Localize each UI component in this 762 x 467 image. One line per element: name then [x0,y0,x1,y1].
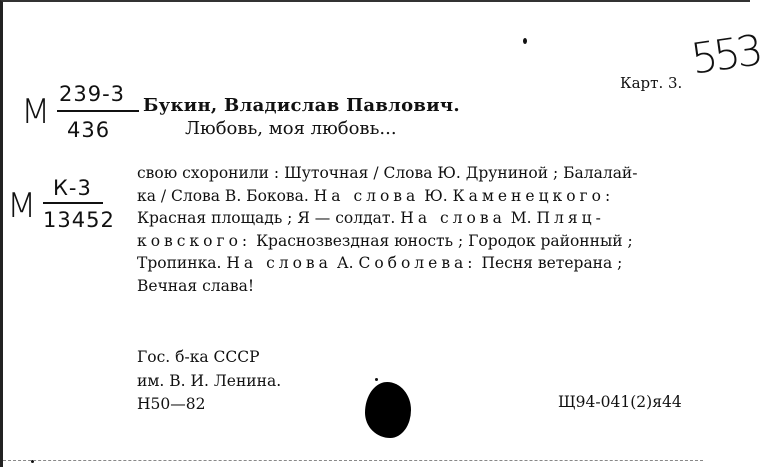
contents-note [137,162,692,297]
shelfmark-1-letter: М [21,92,49,132]
shelfmark-1-divider [57,110,139,112]
contents-line-5d: Соболева: [358,254,477,272]
contents-line-1: свою схоронили : Шуточная / Слова Ю. Друниной ; Балалай- [137,164,638,182]
contents-line-3 [137,207,692,230]
imprint-line-1: Гос. б-ка СССР [137,348,260,366]
contents-line-3d: Пляц- [536,209,605,227]
imprint-block [137,346,281,417]
contents-line-3b: На слова [400,209,506,227]
contents-line-5b: На слова [226,254,332,272]
contents-line-2a: ка / Слова В. Бокова. [137,186,309,205]
contents-line-4 [137,230,692,253]
contents-line-3a: Красная площадь ; Я — солдат. [137,209,396,227]
imprint-line-2: им. В. И. Ленина. [137,371,282,390]
card-bottom-edge [3,460,703,461]
punch-hole [365,382,411,438]
contents-line-2 [137,185,692,208]
contents-line-5a: Тропинка. [137,254,222,272]
contents-line-4b: Краснозвездная юность ; Городок районный ; [256,231,633,250]
author-heading: Букин, Владислав Павлович. [143,95,460,116]
shelfmark-2 [7,174,136,254]
work-title: Любовь, моя любовь... [185,118,397,139]
contents-line-6: Вечная слава! [137,276,255,295]
contents-line-5 [137,252,692,275]
inventory-stamp-number: 553 [687,25,762,84]
shelfmark-1-bottom: 436 [67,118,111,142]
ink-speck [375,378,378,381]
shelfmark-2-letter: М [7,186,35,226]
contents-line-4a: ковского: [137,231,252,250]
shelfmark-2-bottom: 13452 [43,208,115,232]
imprint-line-3: Н50—82 [137,395,206,413]
shelfmark-1 [21,80,136,160]
classification-code: Щ94-041(2)я44 [558,393,682,411]
shelfmark-1-top: 239-3 [59,82,126,106]
contents-line-2c: Ю. [424,186,448,205]
shelfmark-2-divider [43,202,103,204]
contents-line-5c: А. [336,254,354,272]
card-number: Карт. 3. [620,74,683,92]
shelfmark-2-top: К-3 [53,176,92,200]
contents-line-3c: М. [510,209,532,227]
contents-line-2b: На слова [313,186,420,205]
contents-line-5e: Песня ветерана ; [481,254,623,272]
ink-speck [523,38,527,44]
contents-line-2d: Каменецкого: [452,186,615,205]
